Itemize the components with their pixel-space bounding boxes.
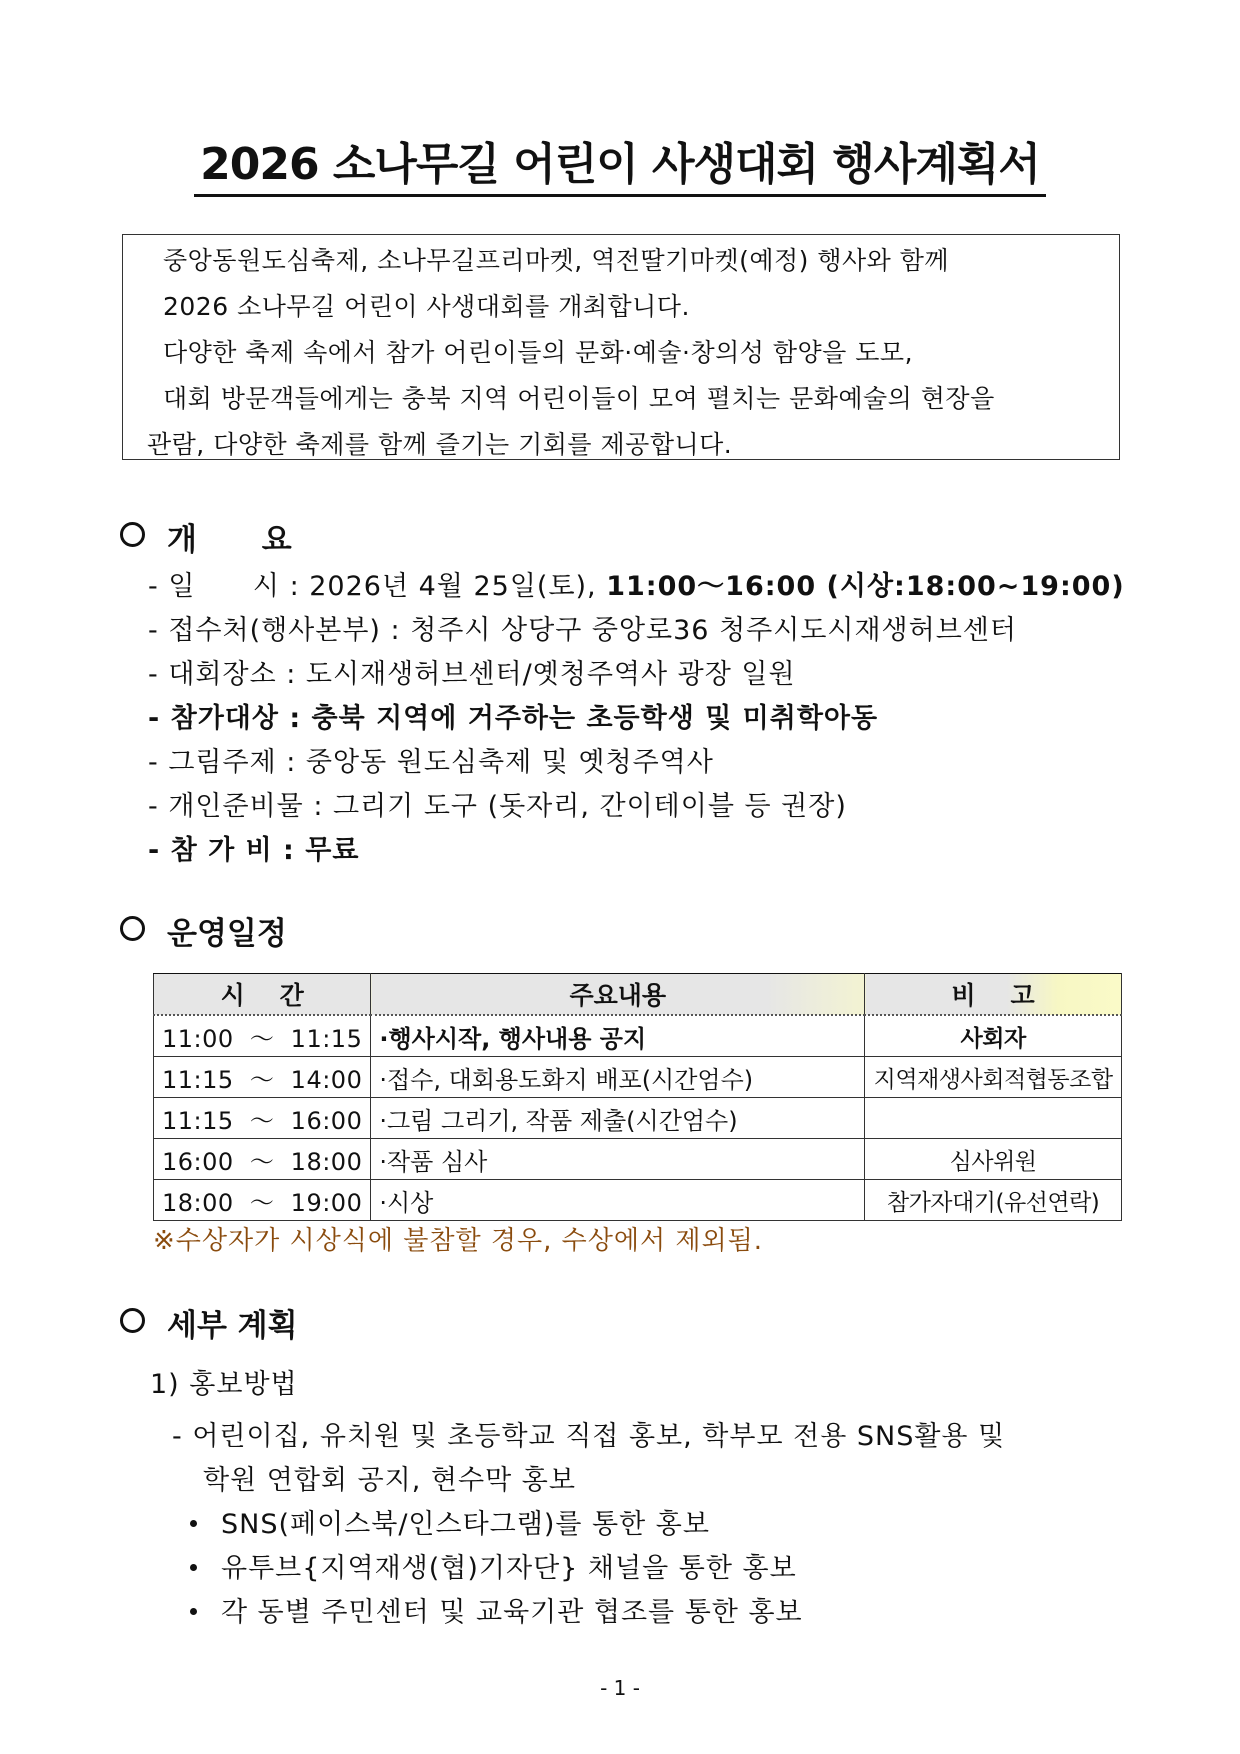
- row-note: 참가자대기(유선연락): [865, 1180, 1122, 1221]
- overview-heading-text: 개 요: [167, 522, 292, 558]
- circle-bullet-icon: [120, 522, 145, 547]
- schedule-table: [153, 973, 1122, 1221]
- row-note: 지역재생사회적협동조합: [865, 1057, 1122, 1098]
- table-row: [154, 1180, 1122, 1221]
- date-value: 2026년 4월 25일(토),: [309, 571, 607, 602]
- overview-target: - 참가대상 : 충북 지역에 거주하는 초등학생 및 미취학아동: [148, 703, 879, 734]
- bullet-item: [190, 1546, 797, 1585]
- section-overview-heading: [120, 514, 292, 559]
- row-content: ·행사시작, 행사내용 공지: [371, 1015, 865, 1057]
- overview-theme: - 그림주제 : 중앙동 원도심축제 및 옛청주역사: [148, 747, 714, 778]
- row-time: 18:00 ～ 19:00: [154, 1180, 371, 1221]
- table-row: [154, 1139, 1122, 1180]
- row-content: ·접수, 대회용도화지 배포(시간엄수): [371, 1057, 865, 1098]
- detail-heading-text: 세부 계획: [167, 1308, 298, 1344]
- page-number: - 1 -: [600, 1676, 640, 1700]
- col-note-header: 비 고: [865, 974, 1122, 1016]
- table-header-row: [154, 974, 1122, 1016]
- row-content: ·그림 그리기, 작품 제출(시간엄수): [371, 1098, 865, 1139]
- bullet-dot-icon: [190, 1608, 197, 1615]
- bullet-item: [190, 1590, 803, 1629]
- bullet-dot-icon: [190, 1564, 197, 1571]
- row-content: ·시상: [371, 1180, 865, 1221]
- schedule-heading-text: 운영일정: [167, 916, 287, 952]
- row-time: 16:00 ～ 18:00: [154, 1139, 371, 1180]
- intro-line-5: 관람, 다양한 축제를 함께 즐기는 기회를 제공합니다.: [147, 430, 733, 459]
- detail-subheading: 1) 홍보방법: [150, 1369, 298, 1400]
- row-content: ·작품 심사: [371, 1139, 865, 1180]
- section-schedule-heading: [120, 908, 287, 953]
- col-content-header: 주요내용: [371, 974, 865, 1016]
- schedule-warning: ※수상자가 시상식에 불참할 경우, 수상에서 제외됨.: [153, 1226, 763, 1256]
- row-note: 사회자: [865, 1015, 1122, 1057]
- overview-supplies: - 개인준비물 : 그리기 도구 (돗자리, 간이테이블 등 권장): [148, 791, 847, 822]
- row-time: 11:15 ～ 16:00: [154, 1098, 371, 1139]
- date-time: 11:00～16:00 (시상:18:00~19:00): [606, 571, 1125, 602]
- overview-reception: - 접수처(행사본부) : 청주시 상당구 중앙로36 청주시도시재생허브센터: [148, 615, 1017, 646]
- bullet-dot-icon: [190, 1520, 197, 1527]
- row-note: 심사위원: [865, 1139, 1122, 1180]
- detail-line-1a: - 어린이집, 유치원 및 초등학교 직접 홍보, 학부모 전용 SNS활용 및: [172, 1421, 1006, 1452]
- row-time: 11:15 ～ 14:00: [154, 1057, 371, 1098]
- bullet-text: SNS(페이스북/인스타그램)를 통한 홍보: [221, 1509, 710, 1540]
- intro-line-1: 중앙동원도심축제, 소나무길프리마켓, 역전딸기마켓(예정) 행사와 함께: [163, 246, 950, 275]
- table-row: [154, 1015, 1122, 1057]
- intro-line-4: 대회 방문객들에게는 충북 지역 어린이들이 모여 펼치는 문화예술의 현장을: [163, 384, 995, 413]
- overview-date-line: [148, 564, 1125, 603]
- bullet-item: [190, 1502, 710, 1541]
- col-time-header: 시 간: [154, 974, 371, 1016]
- bullet-text: 각 동별 주민센터 및 교육기관 협조를 통한 홍보: [221, 1597, 803, 1628]
- date-label: - 일 시 :: [148, 571, 310, 602]
- bullet-text: 유투브{지역재생(협)기자단} 채널을 통한 홍보: [221, 1553, 797, 1584]
- title-text: 2026 소나무길 어린이 사생대회 행사계획서: [194, 139, 1046, 197]
- overview-venue: - 대회장소 : 도시재생허브센터/옛청주역사 광장 일원: [148, 659, 796, 690]
- intro-line-3: 다양한 축제 속에서 참가 어린이들의 문화·예술·창의성 함양을 도모,: [163, 338, 914, 367]
- intro-line-2: 2026 소나무길 어린이 사생대회를 개최합니다.: [163, 292, 690, 321]
- circle-bullet-icon: [120, 1308, 145, 1333]
- table-row: [154, 1098, 1122, 1139]
- row-time: 11:00 ～ 11:15: [154, 1015, 371, 1057]
- circle-bullet-icon: [120, 916, 145, 941]
- table-row: [154, 1057, 1122, 1098]
- overview-fee: - 참 가 비 : 무료: [148, 835, 360, 866]
- section-detail-heading: [120, 1300, 298, 1345]
- document-title: [0, 128, 1240, 192]
- row-note: [865, 1098, 1122, 1139]
- detail-line-1b: 학원 연합회 공지, 현수막 홍보: [203, 1465, 576, 1496]
